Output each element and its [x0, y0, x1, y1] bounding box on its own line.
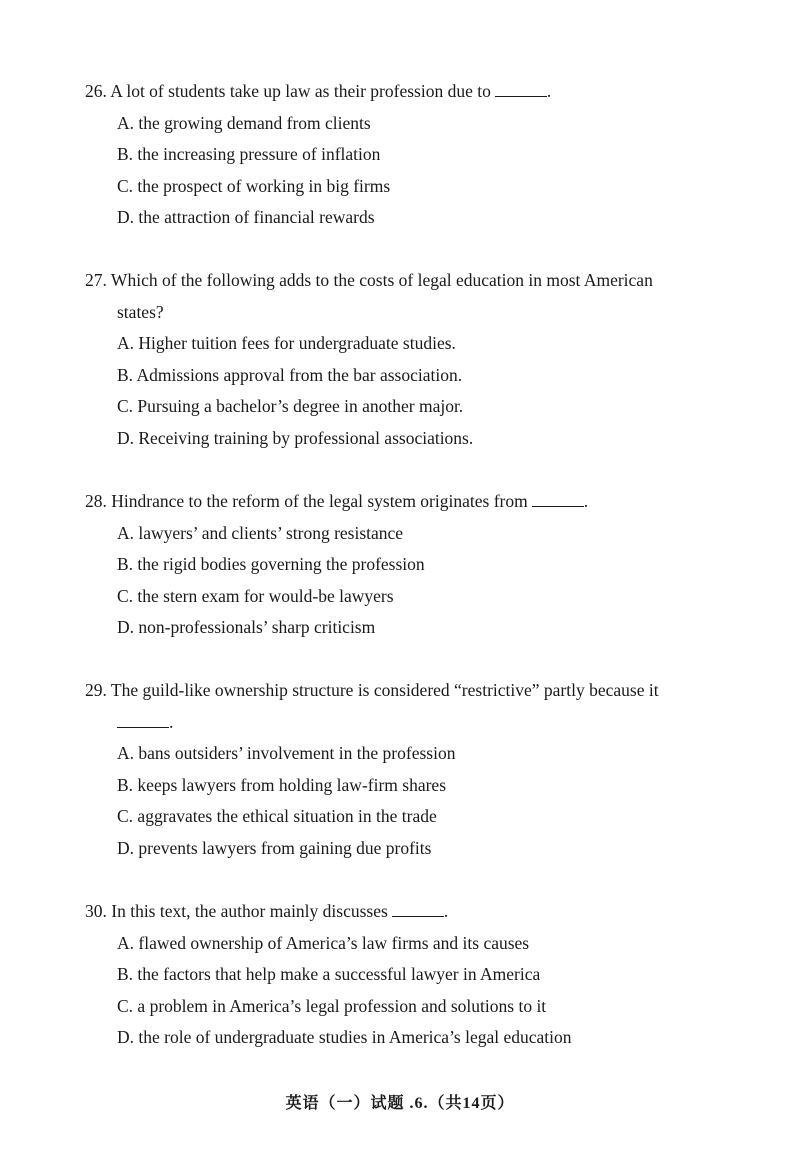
question-stem [85, 76, 735, 107]
option-a: A. the growing demand from clients [117, 113, 371, 133]
question-stem [85, 896, 735, 927]
answer-blank [495, 80, 547, 97]
page-footer: 英语（一）试题 .6.（共14页） [285, 1095, 515, 1112]
answer-blank [117, 711, 169, 728]
option-a: A. Higher tuition fees for undergraduate studies. [117, 333, 456, 353]
option-d: D. prevents lawyers from gaining due profits [117, 838, 432, 858]
option-a: A. lawyers’ and clients’ strong resistance [117, 523, 404, 543]
stem-tail: . [169, 712, 174, 732]
stem-tail: . [546, 81, 552, 101]
question-stem-continued: states? [117, 302, 164, 322]
option-c: C. Pursuing a bachelor’s degree in another major. [117, 396, 464, 416]
option-a: A. flawed ownership of America’s law firms and its causes [117, 933, 530, 953]
stem-text: 28. Hindrance to the reform of the legal system originates from [85, 491, 528, 511]
stem-text: 30. In this text, the author mainly discusses [85, 901, 388, 921]
answer-blank [392, 900, 444, 917]
option-d: D. non-professionals’ sharp criticism [117, 617, 376, 637]
question-stem-continued [117, 707, 767, 738]
option-d: D. the attraction of financial rewards [117, 207, 375, 227]
option-c: C. the stern exam for would-be lawyers [117, 586, 394, 606]
option-b: B. the factors that help make a successful lawyer in America [117, 964, 541, 984]
option-d: D. the role of undergraduate studies in America’s legal education [117, 1027, 572, 1047]
option-d: D. Receiving training by professional associations. [117, 428, 474, 448]
option-c: C. aggravates the ethical situation in the trade [117, 806, 437, 826]
option-c: C. the prospect of working in big firms [117, 176, 391, 196]
option-a: A. bans outsiders’ involvement in the profession [117, 743, 456, 763]
question-stem: 29. The guild-like ownership structure is considered “restrictive” partly because it [85, 680, 659, 700]
answer-blank [532, 490, 584, 507]
question-stem: 27. Which of the following adds to the costs of legal education in most American [85, 270, 653, 290]
stem-tail: . [443, 901, 449, 921]
option-b: B. the rigid bodies governing the profession [117, 554, 425, 574]
option-c: C. a problem in America’s legal profession and solutions to it [117, 996, 547, 1016]
question-stem [85, 486, 735, 517]
option-b: B. the increasing pressure of inflation [117, 144, 381, 164]
stem-tail: . [583, 491, 589, 511]
option-b: B. Admissions approval from the bar association. [117, 365, 463, 385]
option-b: B. keeps lawyers from holding law-firm shares [117, 775, 447, 795]
stem-text: 26. A lot of students take up law as their profession due to [85, 81, 491, 101]
